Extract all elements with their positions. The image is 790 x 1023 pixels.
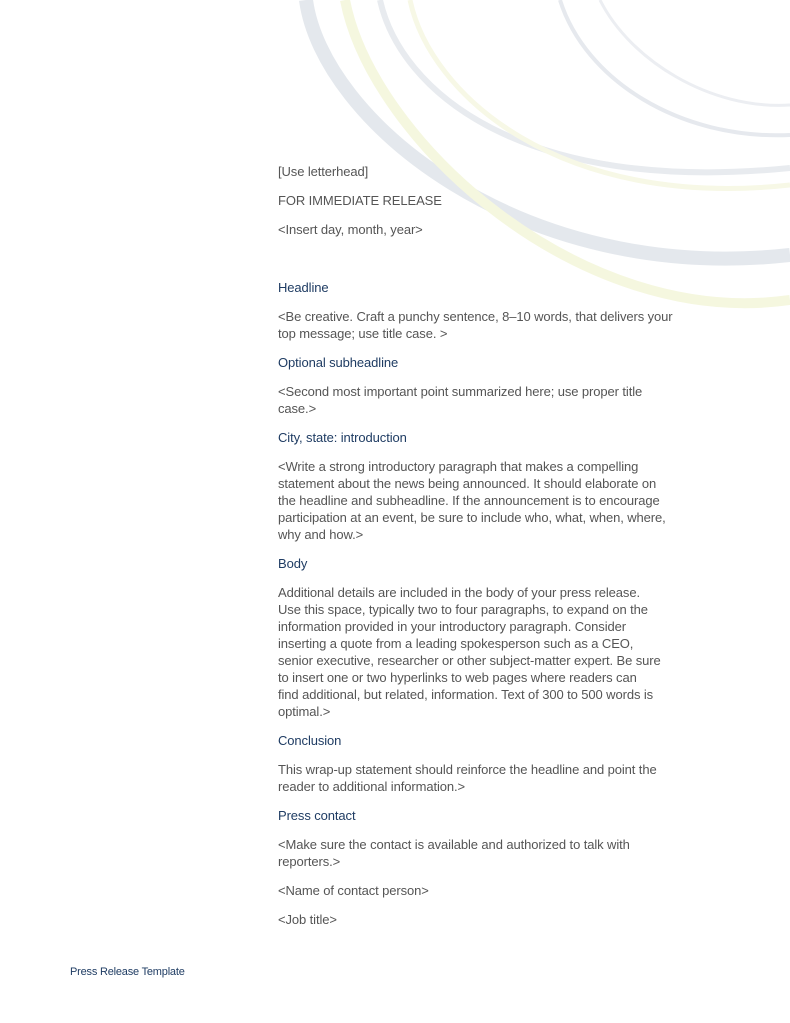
section-heading-headline: Headline bbox=[278, 280, 329, 295]
footer-label: Press Release Template bbox=[70, 966, 185, 978]
release-line: FOR IMMEDIATE RELEASE bbox=[278, 193, 442, 208]
date-placeholder: <Insert day, month, year> bbox=[278, 222, 423, 237]
arc-gray-inner bbox=[560, 0, 790, 135]
arc-gray-mid bbox=[380, 0, 790, 172]
job-title-placeholder: <Job title> bbox=[278, 912, 337, 927]
arc-yellow-inner bbox=[410, 0, 790, 188]
section-text-press-contact: <Make sure the contact is available and authorized to talk with reporters.> bbox=[278, 837, 630, 869]
section-text-subheadline: <Second most important point summarized here; use proper title case.> bbox=[278, 384, 643, 416]
section-heading-body: Body bbox=[278, 556, 308, 571]
arc-gray-small bbox=[600, 0, 790, 105]
contact-name-placeholder: <Name of contact person> bbox=[278, 883, 429, 898]
section-heading-introduction: City, state: introduction bbox=[278, 430, 407, 445]
press-release-body bbox=[278, 163, 718, 940]
section-heading-conclusion: Conclusion bbox=[278, 733, 342, 748]
section-text-body: Additional details are included in the body of your press release. Use this space, typically two to four paragraphs, to expand on the information provided in your introductory paragraph. Consider inserting a quote from a leading spokesperson such as a CEO, senior executive, researcher or other subject-matter expert. Be sure to insert one or two hyperlinks to web pages where readers can find additional, but related, information. Text of 300 to 500 words is optimal.> bbox=[278, 585, 661, 719]
section-heading-subheadline: Optional subheadline bbox=[278, 355, 399, 370]
section-text-conclusion: This wrap-up statement should reinforce the headline and point the reader to additional information.> bbox=[278, 762, 657, 794]
letterhead-placeholder: [Use letterhead] bbox=[278, 164, 369, 179]
section-heading-press-contact: Press contact bbox=[278, 808, 356, 823]
section-text-headline: <Be creative. Craft a punchy sentence, 8–10 words, that delivers your top message; use title case. > bbox=[278, 309, 673, 341]
section-text-introduction: <Write a strong introductory paragraph that makes a compelling statement about the news being announced. It should elaborate on the headline and subheadline. If the announcement is to encourage participation at an event, be sure to include who, what, when, where, why and how.> bbox=[278, 459, 666, 542]
